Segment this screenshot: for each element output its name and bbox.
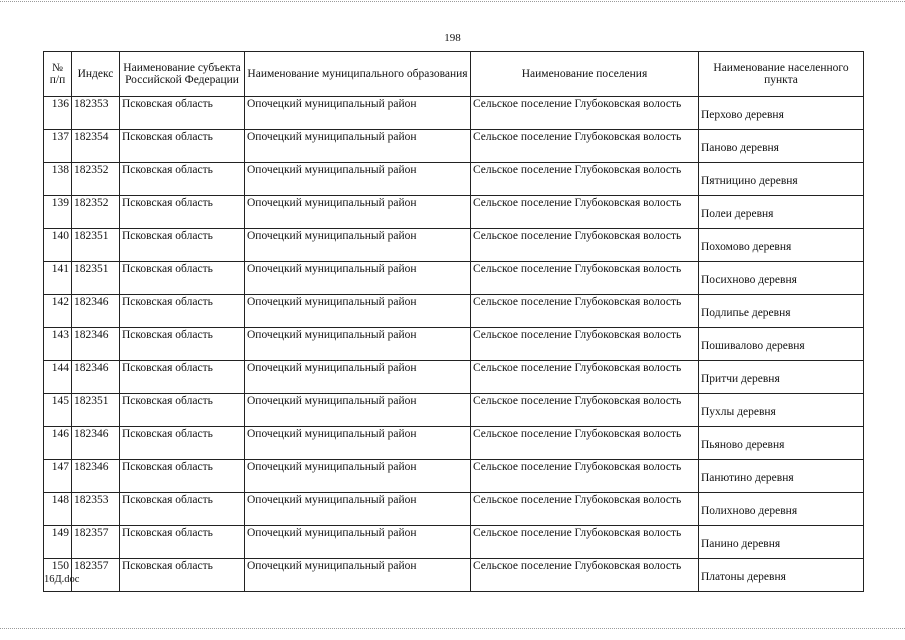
cell-settlement: Сельское поселение Глубоковская волость [471, 229, 699, 262]
cell-settlement: Сельское поселение Глубоковская волость [471, 130, 699, 163]
cell-index: 182351 [72, 229, 120, 262]
cell-index: 182351 [72, 394, 120, 427]
cell-locality: Панютино деревня [699, 460, 864, 493]
cell-number: 144 [44, 361, 72, 394]
column-header-index: Индекс [72, 52, 120, 97]
table-row [44, 229, 864, 262]
cell-region: Псковская область [120, 229, 245, 262]
cell-number: 141 [44, 262, 72, 295]
cell-settlement: Сельское поселение Глубоковская волость [471, 460, 699, 493]
cell-municipality: Опочецкий муниципальный район [245, 493, 471, 526]
cell-number: 143 [44, 328, 72, 361]
footer-filename: 16Д.doc [44, 574, 80, 585]
cell-municipality: Опочецкий муниципальный район [245, 262, 471, 295]
cell-locality: Платоны деревня [699, 559, 864, 592]
cell-region: Псковская область [120, 526, 245, 559]
cell-index: 182354 [72, 130, 120, 163]
cell-number: 137 [44, 130, 72, 163]
cell-municipality: Опочецкий муниципальный район [245, 361, 471, 394]
cell-index: 182351 [72, 262, 120, 295]
cell-settlement: Сельское поселение Глубоковская волость [471, 196, 699, 229]
cell-settlement: Сельское поселение Глубоковская волость [471, 163, 699, 196]
cell-number: 139 [44, 196, 72, 229]
cell-number: 146 [44, 427, 72, 460]
cell-index: 182352 [72, 163, 120, 196]
cell-municipality: Опочецкий муниципальный район [245, 427, 471, 460]
cell-settlement: Сельское поселение Глубоковская волость [471, 262, 699, 295]
table-row [44, 163, 864, 196]
cell-index: 182357 [72, 526, 120, 559]
cell-region: Псковская область [120, 163, 245, 196]
page-number: 198 [444, 32, 461, 44]
cell-index: 182346 [72, 427, 120, 460]
cell-locality: Пухлы деревня [699, 394, 864, 427]
cell-region: Псковская область [120, 427, 245, 460]
column-header-number: № п/п [44, 52, 72, 97]
cell-region: Псковская область [120, 196, 245, 229]
cell-municipality: Опочецкий муниципальный район [245, 196, 471, 229]
cell-municipality: Опочецкий муниципальный район [245, 229, 471, 262]
table-row [44, 460, 864, 493]
table-row [44, 427, 864, 460]
scan-edge-top [0, 1, 905, 4]
cell-settlement: Сельское поселение Глубоковская волость [471, 394, 699, 427]
cell-settlement: Сельское поселение Глубоковская волость [471, 361, 699, 394]
cell-settlement: Сельское поселение Глубоковская волость [471, 295, 699, 328]
table-row [44, 130, 864, 163]
cell-region: Псковская область [120, 130, 245, 163]
cell-settlement: Сельское поселение Глубоковская волость [471, 559, 699, 592]
cell-settlement: Сельское поселение Глубоковская волость [471, 526, 699, 559]
cell-locality: Панино деревня [699, 526, 864, 559]
cell-locality: Подлипье деревня [699, 295, 864, 328]
cell-municipality: Опочецкий муниципальный район [245, 460, 471, 493]
cell-region: Псковская область [120, 295, 245, 328]
cell-municipality: Опочецкий муниципальный район [245, 97, 471, 130]
cell-index: 182357 [72, 559, 120, 592]
cell-number: 138 [44, 163, 72, 196]
cell-region: Псковская область [120, 97, 245, 130]
table-row [44, 559, 864, 592]
cell-region: Псковская область [120, 460, 245, 493]
cell-locality: Пьяново деревня [699, 427, 864, 460]
table-body [44, 97, 864, 592]
cell-number: 147 [44, 460, 72, 493]
cell-locality: Паново деревня [699, 130, 864, 163]
cell-number: 150 [44, 559, 72, 592]
column-header-municipality: Наименование муниципального образования [245, 52, 471, 97]
cell-number: 149 [44, 526, 72, 559]
cell-index: 182353 [72, 493, 120, 526]
cell-locality: Пошивалово деревня [699, 328, 864, 361]
cell-municipality: Опочецкий муниципальный район [245, 559, 471, 592]
header-row [44, 52, 864, 97]
table-row [44, 493, 864, 526]
cell-region: Псковская область [120, 262, 245, 295]
cell-settlement: Сельское поселение Глубоковская волость [471, 328, 699, 361]
cell-locality: Пятницино деревня [699, 163, 864, 196]
cell-municipality: Опочецкий муниципальный район [245, 295, 471, 328]
column-header-locality: Наименование населенного пункта [699, 52, 864, 97]
table-row [44, 526, 864, 559]
cell-index: 182352 [72, 196, 120, 229]
cell-settlement: Сельское поселение Глубоковская волость [471, 97, 699, 130]
column-header-settlement: Наименование поселения [471, 52, 699, 97]
table-row [44, 328, 864, 361]
cell-municipality: Опочецкий муниципальный район [245, 163, 471, 196]
cell-index: 182346 [72, 460, 120, 493]
cell-index: 182353 [72, 97, 120, 130]
cell-region: Псковская область [120, 328, 245, 361]
cell-region: Псковская область [120, 394, 245, 427]
cell-region: Псковская область [120, 361, 245, 394]
cell-region: Псковская область [120, 493, 245, 526]
cell-locality: Притчи деревня [699, 361, 864, 394]
cell-locality: Полихново деревня [699, 493, 864, 526]
cell-municipality: Опочецкий муниципальный район [245, 526, 471, 559]
table-row [44, 361, 864, 394]
table-header [44, 52, 864, 97]
cell-number: 145 [44, 394, 72, 427]
cell-number: 142 [44, 295, 72, 328]
cell-region: Псковская область [120, 559, 245, 592]
cell-municipality: Опочецкий муниципальный район [245, 394, 471, 427]
table-row [44, 196, 864, 229]
table-row [44, 262, 864, 295]
cell-settlement: Сельское поселение Глубоковская волость [471, 493, 699, 526]
cell-index: 182346 [72, 295, 120, 328]
scan-edge-bottom [0, 628, 905, 631]
cell-locality: Полеи деревня [699, 196, 864, 229]
cell-index: 182346 [72, 361, 120, 394]
cell-settlement: Сельское поселение Глубоковская волость [471, 427, 699, 460]
cell-number: 136 [44, 97, 72, 130]
cell-locality: Перхово деревня [699, 97, 864, 130]
cell-index: 182346 [72, 328, 120, 361]
column-header-region: Наименование субъекта Российской Федерации [120, 52, 245, 97]
settlements-table [43, 51, 864, 592]
table-row [44, 295, 864, 328]
table-row [44, 394, 864, 427]
cell-number: 148 [44, 493, 72, 526]
cell-number: 140 [44, 229, 72, 262]
cell-locality: Похомово деревня [699, 229, 864, 262]
table-row [44, 97, 864, 130]
cell-municipality: Опочецкий муниципальный район [245, 328, 471, 361]
cell-locality: Посихново деревня [699, 262, 864, 295]
cell-municipality: Опочецкий муниципальный район [245, 130, 471, 163]
